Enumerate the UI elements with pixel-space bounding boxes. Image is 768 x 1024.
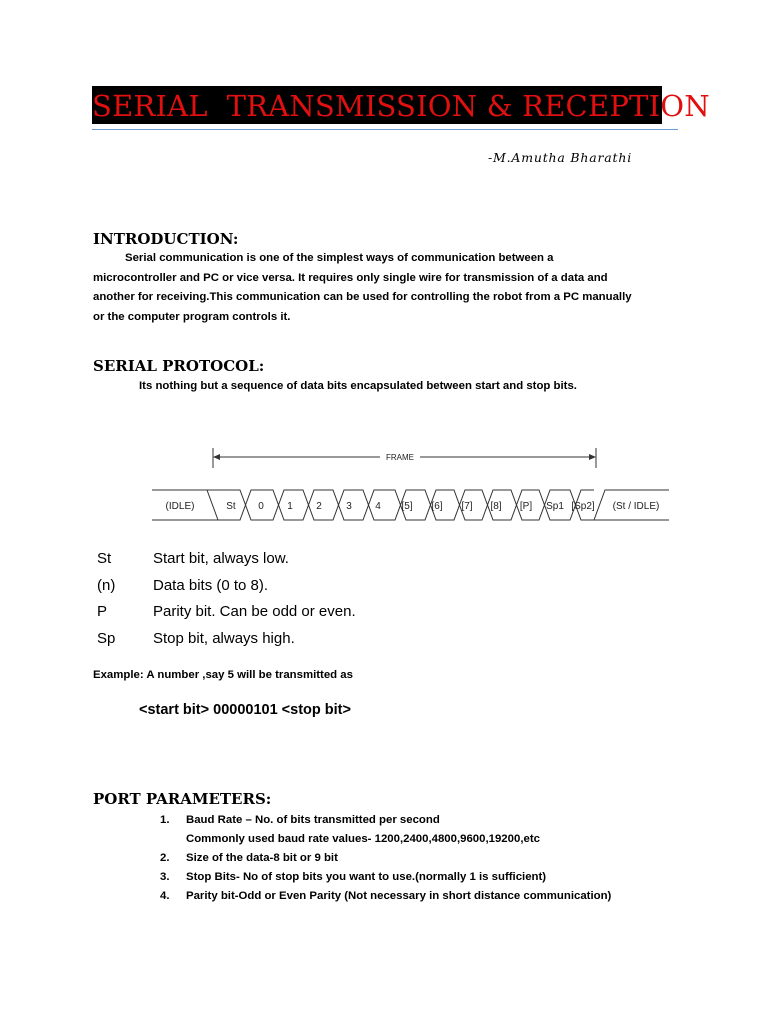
intro-line: or the computer program controls it. bbox=[93, 310, 291, 323]
list-number: 3. bbox=[160, 871, 170, 883]
introduction-paragraph bbox=[93, 249, 693, 327]
frame-cell: [P] bbox=[519, 501, 533, 512]
legend-row bbox=[97, 603, 356, 630]
legend-symbol: Sp bbox=[97, 629, 116, 647]
legend-description: Data bits (0 to 8). bbox=[153, 576, 269, 594]
frame-cell: [Sp2] bbox=[571, 501, 595, 512]
list-text: Size of the data-8 bit or 9 bit bbox=[186, 852, 338, 864]
intro-line: Serial communication is one of the simplest ways of communication between a bbox=[125, 252, 554, 264]
list-item bbox=[160, 868, 611, 887]
frame-cell: 4 bbox=[375, 501, 381, 512]
frame-cell: [7] bbox=[461, 501, 473, 512]
frame-cell: [6] bbox=[431, 501, 443, 512]
legend-symbol: (n) bbox=[97, 576, 116, 594]
intro-line: another for receiving.This communication can be used for controlling the robot from a PC manually bbox=[93, 291, 632, 303]
serial-frame-diagram bbox=[150, 440, 672, 530]
legend-description: Stop bit, always high. bbox=[153, 629, 295, 647]
frame-cell: 3 bbox=[346, 501, 352, 512]
frame-cell: 0 bbox=[258, 501, 264, 512]
legend-row bbox=[97, 550, 356, 577]
frame-arrowhead-left bbox=[213, 454, 220, 460]
list-continuation: Commonly used baud rate values- 1200,2400,4800,9600,19200,etc bbox=[186, 833, 540, 845]
list-text: Stop Bits- No of stop bits you want to use.(normally 1 is sufficient) bbox=[186, 871, 547, 883]
list-number: 1. bbox=[160, 814, 170, 826]
list-text: Parity bit-Odd or Even Parity (Not necessary in short distance communication) bbox=[186, 890, 612, 902]
frame-cell: Sp1 bbox=[546, 501, 564, 512]
port-parameters-list bbox=[160, 811, 611, 906]
legend-row bbox=[97, 630, 356, 657]
frame-cell: St bbox=[226, 501, 236, 512]
list-text: Baud Rate – No. of bits transmitted per second bbox=[186, 814, 440, 826]
frame-cell: (St / IDLE) bbox=[612, 501, 660, 512]
legend-row bbox=[97, 577, 356, 604]
list-item bbox=[160, 887, 611, 906]
author-line: -M.Amutha Bharathi bbox=[488, 150, 633, 165]
list-item bbox=[160, 849, 611, 868]
frame-label: FRAME bbox=[386, 453, 414, 462]
frame-cell: [5] bbox=[401, 501, 413, 512]
frame-arrowhead-right bbox=[589, 454, 596, 460]
list-number: 2. bbox=[160, 852, 170, 864]
title-underline bbox=[92, 129, 678, 130]
frame-cell: 2 bbox=[316, 501, 322, 512]
frame-cell: (IDLE) bbox=[165, 501, 195, 512]
document-title: SERIAL TRANSMISSION & RECEPTION bbox=[92, 86, 662, 124]
bit-legend bbox=[97, 550, 356, 656]
list-item bbox=[160, 811, 611, 830]
frame-cell: [8] bbox=[490, 501, 502, 512]
port-parameters-heading: PORT PARAMETERS: bbox=[93, 790, 272, 808]
list-number: 4. bbox=[160, 890, 170, 902]
intro-line: microcontroller and PC or vice versa. It requires only single wire for transmission of a data and bbox=[93, 271, 608, 284]
legend-description: Start bit, always low. bbox=[153, 550, 289, 567]
legend-symbol: P bbox=[97, 603, 108, 620]
serial-protocol-text: Its nothing but a sequence of data bits encapsulated between start and stop bits. bbox=[139, 380, 577, 392]
serial-protocol-heading: SERIAL PROTOCOL: bbox=[93, 357, 265, 375]
introduction-heading: INTRODUCTION: bbox=[93, 230, 239, 248]
example-bit-sequence: <start bit> 00000101 <stop bit> bbox=[139, 702, 351, 718]
legend-description: Parity bit. Can be odd or even. bbox=[153, 603, 356, 620]
legend-symbol: St bbox=[97, 550, 112, 567]
frame-cell: 1 bbox=[287, 501, 293, 512]
example-text: Example: A number ,say 5 will be transmitted as bbox=[93, 669, 353, 681]
